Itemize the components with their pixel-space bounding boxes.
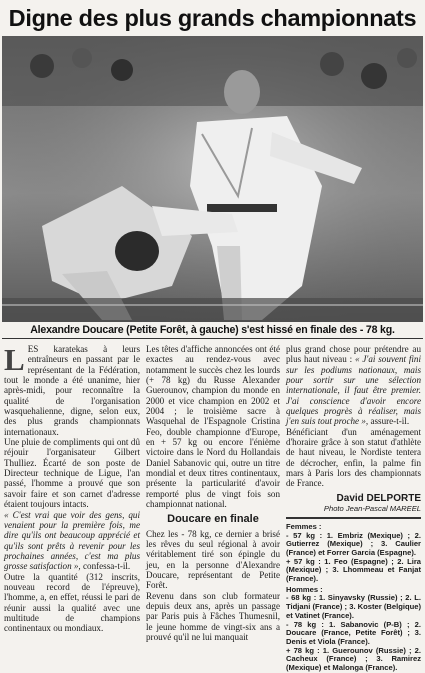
- results-box: [286, 517, 421, 673]
- article-column-2: [146, 344, 280, 642]
- paragraph: Revenu dans son club formateur depuis deux ans, après un passage par Paris puis à Fâches Thumesnil, le jeune homme de vingt-six ans a prouvé qu'il ne lui manquait: [146, 590, 280, 642]
- drop-cap: L: [4, 342, 25, 377]
- results-men-header: Hommes :: [286, 584, 323, 594]
- results-line: + 78 kg : 1. Guerounov (Russie) ; 2. Cacheux (France) ; 3. Ramirez (Mexique) et Malonga (France).: [286, 645, 421, 673]
- results-line: - 57 kg : 1. Embriz (Mexique) ; 2. Gutierrez (Mexique) ; 3. Caulier (France) et Forrer Garcia (Espagne).: [286, 530, 421, 557]
- paragraph-quote: « C'est vrai que voir des gens, qui venaient pour la première fois, me dire qu'ils ont beaucoup apprécié et qu'ils sont prêts à revenir pour les prochaines années, c'est ma plus grosse satisfaction », confessa-t-il.: [4, 509, 140, 572]
- photo-caption: Alexandre Doucare (Petite Forêt, à gauche) s'est hissé en finale des - 78 kg.: [30, 324, 395, 336]
- photo-credit: Photo Jean-Pascal MAREEL: [323, 503, 421, 513]
- paragraph: Outre la quantité (312 inscrits, nouveau record de l'épreuve), l'homme, a, en effet, réussi le pari de réunir aussi la qualité avec une multitude de champions continentaux ou mondiaux.: [4, 571, 140, 634]
- paragraph: Bénéficiant d'un aménagement d'horaire grâce à son statut d'athlète de haut niveau, le Nordiste tentera de décrocher, enfin, la palme fin mars à Paris lors des championnats de France.: [286, 426, 421, 489]
- paragraph-intro: LES karatekas à leurs entraîneurs en passant par le représentant de la Fédération, tout le monde a été unanime, hier après-midi, pour reconnaître la qualité de l'organisation wasquehalienne, digne, selon eux, des plus grands championnats internationaux.: [4, 342, 140, 437]
- results-women-header: Femmes :: [286, 521, 322, 531]
- results-line: - 78 kg : 1. Sabanovic (P-B) ; 2. Doucare (France, Petite Forêt) ; 3. Denis et Viola (France).: [286, 619, 421, 646]
- paragraph: Chez les - 78 kg, ce dernier a brisé les rêves du seul régional à avoir véritablement tiré son épingle du jeu, en la personne d'Alexandre Doucare, représentant de Petite Forêt.: [146, 528, 280, 591]
- results-line: + 57 kg : 1. Feo (Espagne) ; 2. Lira (Mexique) ; 3. Lhommeau et Fanjat (France).: [286, 556, 421, 584]
- paragraph-quote: plus grand chose pour prétendre au plus haut niveau : « J'ai souvent fini sur les podiums nationaux, mais pour sortir sur une sélection internationale, il faut être premier. J'ai conscience d'avoir encore quelques progrès à réaliser, mais j'en suis tout proche », assure-t-il.: [286, 344, 421, 427]
- article-column-3: [286, 344, 421, 673]
- paragraph: Une pluie de compliments qui ont dû réjouir l'organisateur Gilbert Thulliez. Écarté de son poste de Directeur technique de Ligue, l'an passé, l'homme a prouvé que son savoir faire et son carnet d'adresse étaient toujours intacts.: [4, 437, 140, 510]
- article-photo: [2, 36, 423, 322]
- article-column-1: [4, 344, 140, 634]
- results-line: - 68 kg : 1. Sinyavsky (Russie) ; 2. L. Tidjani (France) ; 3. Koster (Belgique) et Vatinet (France).: [286, 593, 421, 620]
- section-subhead: Doucare en finale: [167, 512, 259, 525]
- headline: Digne des plus grands championnats: [8, 5, 417, 31]
- author-byline: David DELPORTE: [336, 492, 421, 504]
- caption-divider: [2, 338, 423, 339]
- paragraph: Les têtes d'affiche annoncées ont été exactes au rendez-vous avec notamment le succès chez les lourds (+ 78 kg) du Russe Alexander Guerounov, champion du monde en 2000 et vice champion en 2002 et 2004 ; le troisième sacre à Wasquehal de l'Espagnole Cristina Feo, double championne d'Europe, en + 57 kg ou encore l'énième victoire dans le Nord du Hollandais Daniel Sabanovic qui, outre un titre mondial et deux titres continentaux, présente la particularité d'avoir remporté plus de vingt fois son championnat national.: [146, 344, 280, 510]
